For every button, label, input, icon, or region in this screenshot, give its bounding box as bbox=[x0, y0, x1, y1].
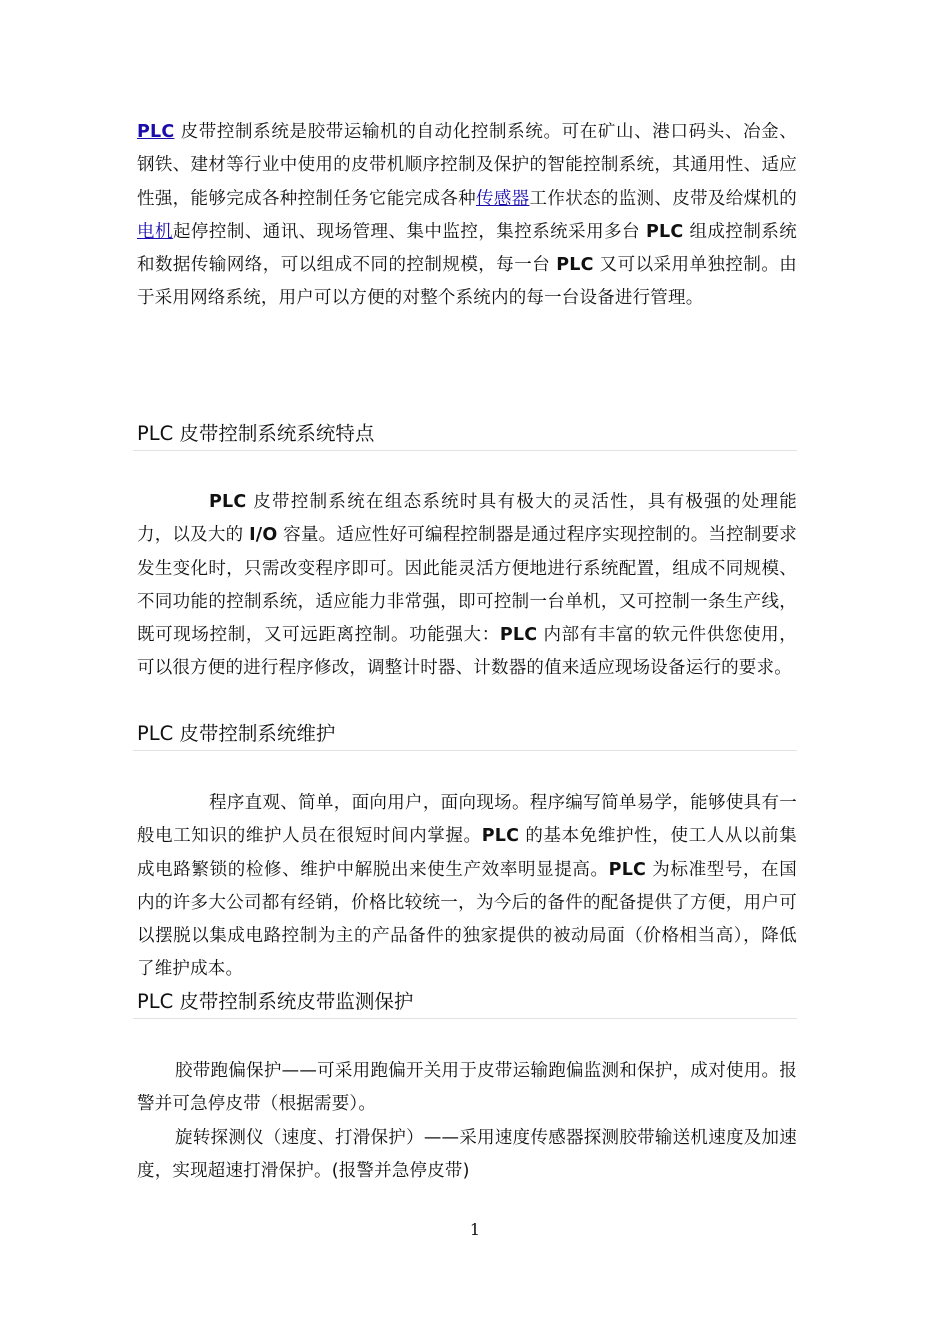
sensor-link[interactable]: 传感器 bbox=[475, 188, 530, 209]
section-heading-maintenance: PLC 皮带控制系统维护 bbox=[137, 722, 336, 745]
features-paragraph: PLC 皮带控制系统在组态系统时具有极大的灵活性，具有极强的处理能力，以及大的 I/O 容量。适应性好可编程控制器是通过程序实现控制的。当控制要求发生变化时，只需改变程序即可。因此能灵活方便地进行系统配置，组成不同规模、不同功能的控制系统，适应能力非常强，即可控制一台单机，又可控制一条生产线，既可现场控制，又可远距离控制。功能强大：PLC 内部有丰富的软元件供您使用，可以很方便的进行程序修改，调整计时器、计数器的值来适应现场设备运行的要求。 bbox=[137, 492, 798, 679]
section-heading-features: PLC 皮带控制系统系统特点 bbox=[137, 422, 375, 445]
maintenance-paragraph: 程序直观、简单，面向用户，面向现场。程序编写简单易学，能够使具有一般电工知识的维护人员在很短时间内掌握。PLC 的基本免维护性，使工人从以前集成电路繁锁的检修、维护中解脱出来使生产效率明显提高。PLC 为标准型号，在国内的许多大公司都有经销，价格比较统一，为今后的备件的配备提供了方便，用户可以摆脱以集成电路控制为主的产品备件的独家提供的被动局面（价格相当高），降低了维护成本。 bbox=[137, 793, 797, 980]
page-number: 1 bbox=[469, 1220, 481, 1239]
heading-divider bbox=[133, 750, 797, 751]
heading-divider bbox=[133, 450, 797, 451]
deviation-protection-paragraph: 胶带跑偏保护——可采用跑偏开关用于皮带运输跑偏监测和保护，成对使用。报警并可急停皮带（根据需要）。 bbox=[137, 1061, 797, 1115]
motor-link[interactable]: 电机 bbox=[137, 221, 173, 242]
section-heading-monitoring: PLC 皮带控制系统皮带监测保护 bbox=[137, 990, 414, 1013]
rotation-detector-paragraph: 旋转探测仪（速度、打滑保护）——采用速度传感器探测胶带输送机速度及加速度，实现超速打滑保护。(报警并急停皮带) bbox=[137, 1128, 797, 1182]
heading-divider bbox=[133, 1018, 797, 1019]
intro-paragraph: PLC 皮带控制系统是胶带运输机的自动化控制系统。可在矿山、港口码头、冶金、钢铁、建材等行业中使用的皮带机顺序控制及保护的智能控制系统，其通用性、适应性强，能够完成各种控制任务它能完成各种传感器工作状态的监测、皮带及给煤机的电机起停控制、通讯、现场管理、集中监控，集控系统采用多台 PLC 组成控制系统和数据传输网络，可以组成不同的控制规模，每一台 PLC 又可以采用单独控制。由于采用网络系统，用户可以方便的对整个系统内的每一台设备进行管理。 bbox=[137, 122, 797, 309]
plc-link[interactable]: PLC bbox=[137, 122, 175, 142]
